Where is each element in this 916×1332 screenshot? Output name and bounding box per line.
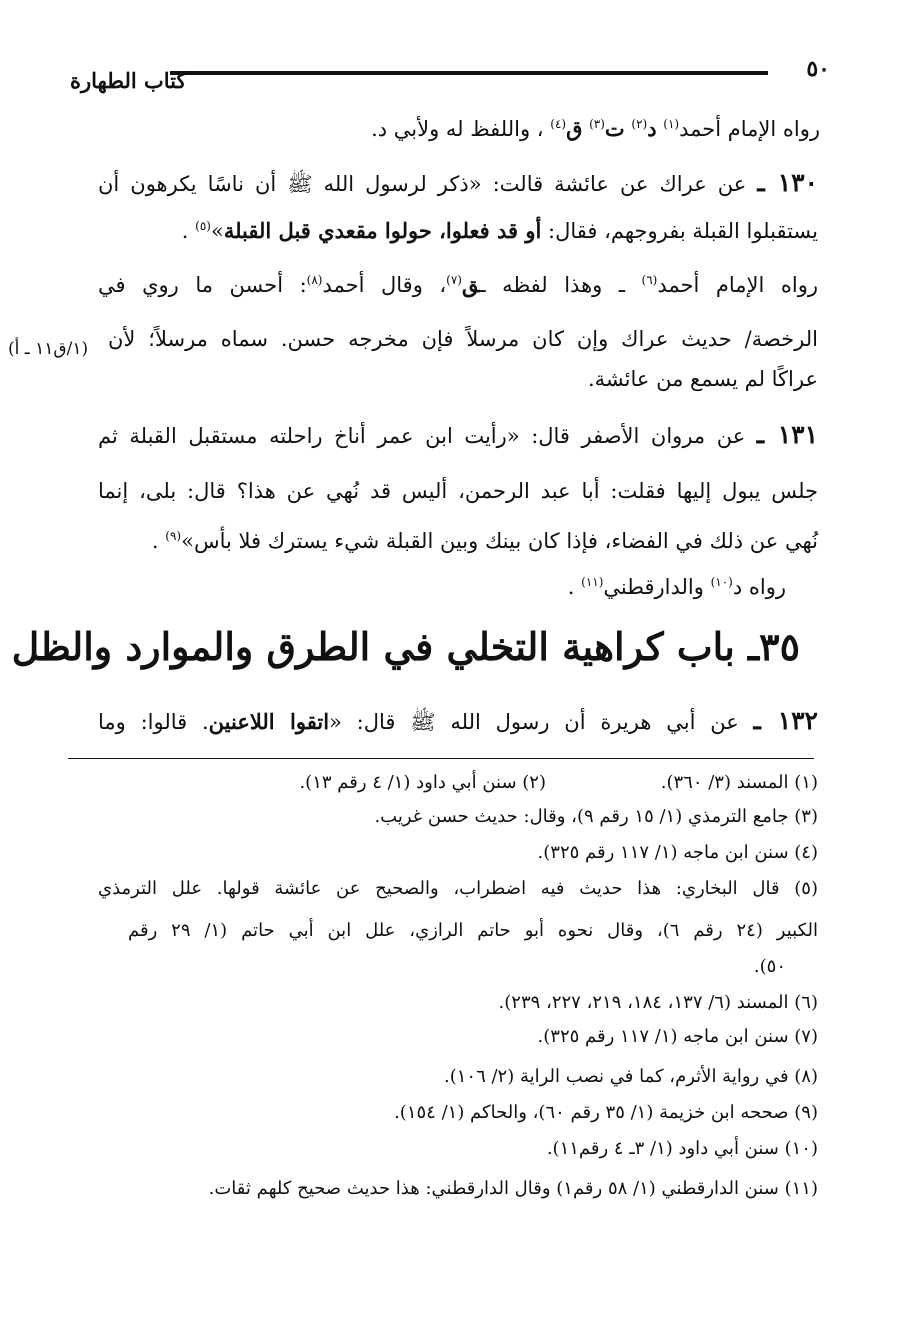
footnote-5-line-1: (٥) قال البخاري: هذا حديث فيه اضطراب، والصحيح عن عائشة قولها. علل الترمذي <box>98 878 818 899</box>
hadith-130-intro: رواه الإمام أحمد$^{(١)}$ د$^{(٢)}$ ت$^{(٣)}$ ق$^{(٤)}$ ، واللفظ له ولأبي د. <box>371 116 820 141</box>
hadith-131-line-2: جلس يبول إليها فقلت: أبا عبد الرحمن، أليس قد نُهي عن هذا؟ قال: بلى، إنما <box>98 479 818 503</box>
footnote-11: (١١) سنن الدارقطني (١/ ٥٨ رقم١) وقال الدارقطني: هذا حديث صحيح كلهم ثقات. <box>208 1178 818 1199</box>
footnote-4: (٤) سنن ابن ماجه (١/ ١١٧ رقم ٣٢٥). <box>537 842 818 863</box>
footnote-5-line-2: الكبير (٢٤ رقم ٦)، وقال نحوه أبو حاتم الرازي، علل ابن أبي حاتم (١/ ٢٩ رقم <box>128 920 818 941</box>
page-header <box>70 56 830 92</box>
hadith-131-narration: رواه د$^{(١٠)}$ والدارقطني$^{(١١)}$ . <box>567 575 786 599</box>
footnote-10: (١٠) سنن أبي داود (١/ ٣ـ ٤ رقم١١). <box>546 1138 818 1159</box>
footnote-separator <box>68 758 814 759</box>
footnote-8: (٨) في رواية الأثرم، كما في نصب الراية (٢/ ١٠٦). <box>443 1066 818 1087</box>
footnote-3: (٣) جامع الترمذي (١/ ١٥ رقم ٩)، وقال: حديث حسن غريب. <box>374 806 818 827</box>
page-number: ٥٠ <box>806 56 830 82</box>
hadith-132-line-1: ١٣٢ ـ عن أبي هريرة أن رسول الله ﷺ قال: «اتقوا اللاعنين. قالوا: وما <box>98 706 818 735</box>
hadith-130-line-1: ١٣٠ ـ عن عراك عن عائشة قالت: «ذكر لرسول الله ﷺ أن ناسًا يكرهون أن <box>98 168 818 197</box>
chapter-heading: ٣٥ـ باب كراهية التخلي في الطرق والموارد والظل <box>11 624 800 669</box>
hadith-number: ١٣١ ـ <box>756 420 819 449</box>
margin-note: (١/ق١١ ـ أ) <box>8 339 89 359</box>
hadith-130-narration-2: الرخصة/ حديث عراك وإن كان مرسلاً فإن مخرجه حسن. سماه مرسلاً؛ لأن <box>108 327 818 351</box>
book-title: كتاب الطهارة <box>70 68 187 93</box>
hadith-130-narration-3: عراكًا لم يسمع من عائشة. <box>588 367 818 391</box>
footnote-9: (٩) صححه ابن خزيمة (١/ ٣٥ رقم ٦٠)، والحاكم (١/ ١٥٤). <box>394 1102 818 1123</box>
footnote-6: (٦) المسند (٦/ ١٣٧، ١٨٤، ٢١٩، ٢٢٧، ٢٣٩). <box>498 992 818 1013</box>
hadith-130-line-2: يستقبلوا القبلة بفروجهم، فقال: أو قد فعلوا، حولوا مقعدي قبل القبلة»$^{(٥)}$ . <box>181 218 818 243</box>
footnote-1: (١) المسند (٣/ ٣٦٠). <box>660 772 818 793</box>
hadith-number: ١٣٢ ـ <box>753 706 818 735</box>
hadith-number: ١٣٠ ـ <box>757 168 818 197</box>
footnote-2: (٢) سنن أبي داود (١/ ٤ رقم ١٣). <box>299 772 546 793</box>
header-rule <box>170 71 768 75</box>
footnote-7: (٧) سنن ابن ماجه (١/ ١١٧ رقم ٣٢٥). <box>537 1026 818 1047</box>
hadith-130-narration-1: رواه الإمام أحمد$^{(٦)}$ ـ وهذا لفظه ـق$^{(٧)}$، وقال أحمد$^{(٨)}$: أحسن ما روي في <box>98 272 818 297</box>
footnote-5-line-3: ٥٠). <box>753 956 786 977</box>
hadith-131-line-1: ١٣١ ـ عن مروان الأصفر قال: «رأيت ابن عمر أناخ راحلته مستقبل القبلة ثم <box>98 420 819 449</box>
hadith-131-line-3: نُهي عن ذلك في الفضاء، فإذا كان بينك وبين القبلة شيء يسترك فلا بأس»$^{(٩)}$ . <box>151 529 818 553</box>
